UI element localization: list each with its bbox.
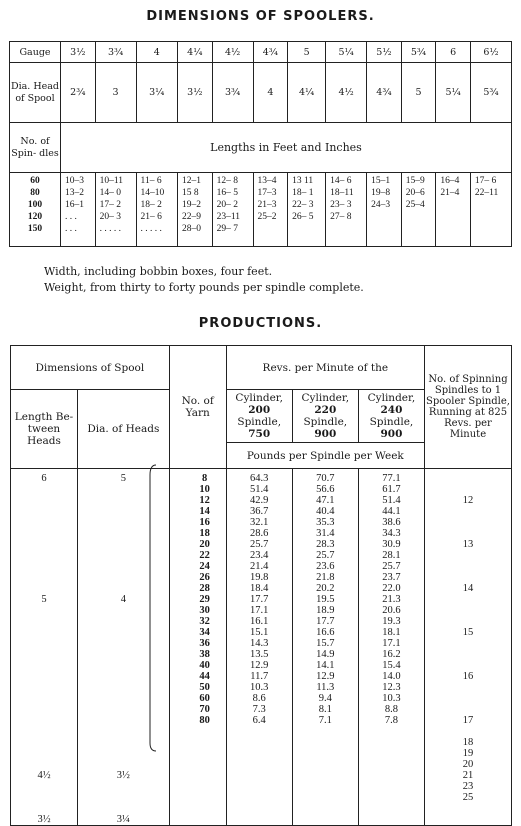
dia-cell: 5¼ <box>436 63 471 123</box>
cyl240-values: 77.1 61.7 51.4 44.1 38.6 34.3 30.9 28.1 25.7 23.7 22.0 21.3 20.6 19.3 18.1 17.1 16.2 15.4 14.0 12.3 10.3 8.8 7.8 <box>358 469 424 826</box>
productions-title: PRODUCTIONS. <box>198 316 323 331</box>
gauge-cell: 5 <box>288 42 326 63</box>
gauge-cell: 4¾ <box>253 42 288 63</box>
spoolers-title: DIMENSIONS OF SPOOLERS. <box>146 9 375 24</box>
cylinder-200-header: Cylinder, 200 Spindle, 750 <box>226 390 292 443</box>
yarn-values: 8 10 12 14 16 18 20 22 24 26 28 29 30 32 34 36 38 40 44 50 60 70 80 <box>169 469 226 826</box>
dia-cell: 4 <box>253 63 288 123</box>
length-cell: 12– 8 16– 5 20– 2 23–11 29– 7 <box>212 173 253 247</box>
spinning-header: No. of Spinning Spindles to 1 Spooler Spindle, Running at 825 Revs. per Minute <box>425 346 512 469</box>
productions-body <box>11 469 512 826</box>
width-note: Width, including bobbin boxes, four feet. <box>44 265 273 278</box>
lengths-label: Lengths in Feet and Inches <box>61 123 512 173</box>
length-cell: 16–4 21–4 <box>436 173 471 247</box>
weight-note: Weight, from thirty to forty pounds per spindle complete. <box>44 281 364 294</box>
cylinder-220-header: Cylinder, 220 Spindle, 900 <box>292 390 358 443</box>
dia-cell: 3½ <box>178 63 213 123</box>
dia-cell: 4¼ <box>288 63 326 123</box>
lengths-row <box>10 173 512 247</box>
spindle-counts: 60 80 100 120 150 <box>10 173 61 247</box>
length-cell: 10–11 14– 0 17– 2 20– 3 . . . . . <box>95 173 136 247</box>
productions-table <box>10 345 512 826</box>
dia-cell: 2¾ <box>61 63 96 123</box>
length-cell: 17– 6 22–11 <box>470 173 511 247</box>
length-cell: 13–4 17–3 21–3 25–2 <box>253 173 288 247</box>
yarn-header: No. of Yarn <box>169 346 226 469</box>
gauge-cell: 5¾ <box>401 42 436 63</box>
length-values: 6 5 4½ 3½ <box>11 469 78 826</box>
dia-cell: 5¾ <box>470 63 511 123</box>
revs-header: Revs. per Minute of the <box>226 346 424 390</box>
cyl200-values: 64.3 51.4 42.9 36.7 32.1 28.6 25.7 23.4 21.4 19.8 18.4 17.7 17.1 16.1 15.1 14.3 13.5 12.9 11.7 10.3 8.6 7.3 6.4 <box>226 469 292 826</box>
gauge-cell: 4 <box>136 42 177 63</box>
length-cell: 15–9 20–6 25–4 <box>401 173 436 247</box>
dimensions-header: Dimensions of Spool <box>11 346 170 390</box>
cylinder-240-header: Cylinder, 240 Spindle, 900 <box>358 390 424 443</box>
dia-values: 5 4 3½ 3¼ <box>78 469 170 826</box>
yarn-brace-icon <box>146 463 160 753</box>
spindles-row <box>10 123 512 173</box>
gauge-row <box>10 42 512 63</box>
gauge-cell: 6 <box>436 42 471 63</box>
length-header: Length Be- tween Heads <box>11 390 78 469</box>
length-cell: 10–3 13–2 16–1 . . . . . . <box>61 173 96 247</box>
length-cell: 14– 6 18–11 23– 3 27– 8 <box>326 173 367 247</box>
dia-cell: 3¾ <box>212 63 253 123</box>
gauge-cell: 5½ <box>367 42 402 63</box>
gauge-cell: 3½ <box>61 42 96 63</box>
spinning-values: 12 13 14 15 16 17 18 19 20 21 23 25 <box>425 469 512 826</box>
dia-cell: 4½ <box>326 63 367 123</box>
length-cell: 12–1 15 8 19–2 22–9 28–0 <box>178 173 213 247</box>
dia-cell: 3 <box>95 63 136 123</box>
dia-cell: 5 <box>401 63 436 123</box>
gauge-cell: 4½ <box>212 42 253 63</box>
cyl220-values: 70.7 56.6 47.1 40.4 35.3 31.4 28.3 25.7 23.6 21.8 20.2 19.5 18.9 17.7 16.6 15.7 14.9 14.1 12.9 11.3 9.4 8.1 7.1 <box>292 469 358 826</box>
gauge-cell: 5¼ <box>326 42 367 63</box>
pounds-header: Pounds per Spindle per Week <box>226 443 424 469</box>
dia-label: Dia. Head of Spool <box>10 63 61 123</box>
spoolers-table <box>9 41 512 247</box>
length-cell: 13 11 18– 1 22– 3 26– 5 <box>288 173 326 247</box>
length-cell: 15–1 19–8 24–3 <box>367 173 402 247</box>
gauge-cell: 4¼ <box>178 42 213 63</box>
dia-cell: 3¼ <box>136 63 177 123</box>
gauge-cell: 3¾ <box>95 42 136 63</box>
spindles-label: No. of Spin- dles <box>10 123 61 173</box>
dia-row <box>10 63 512 123</box>
dia-cell: 4¾ <box>367 63 402 123</box>
diahead-header: Dia. of Heads <box>78 390 170 469</box>
length-cell: 11– 6 14–10 18– 2 21– 6 . . . . . <box>136 173 177 247</box>
gauge-label: Gauge <box>10 42 61 63</box>
gauge-cell: 6½ <box>470 42 511 63</box>
